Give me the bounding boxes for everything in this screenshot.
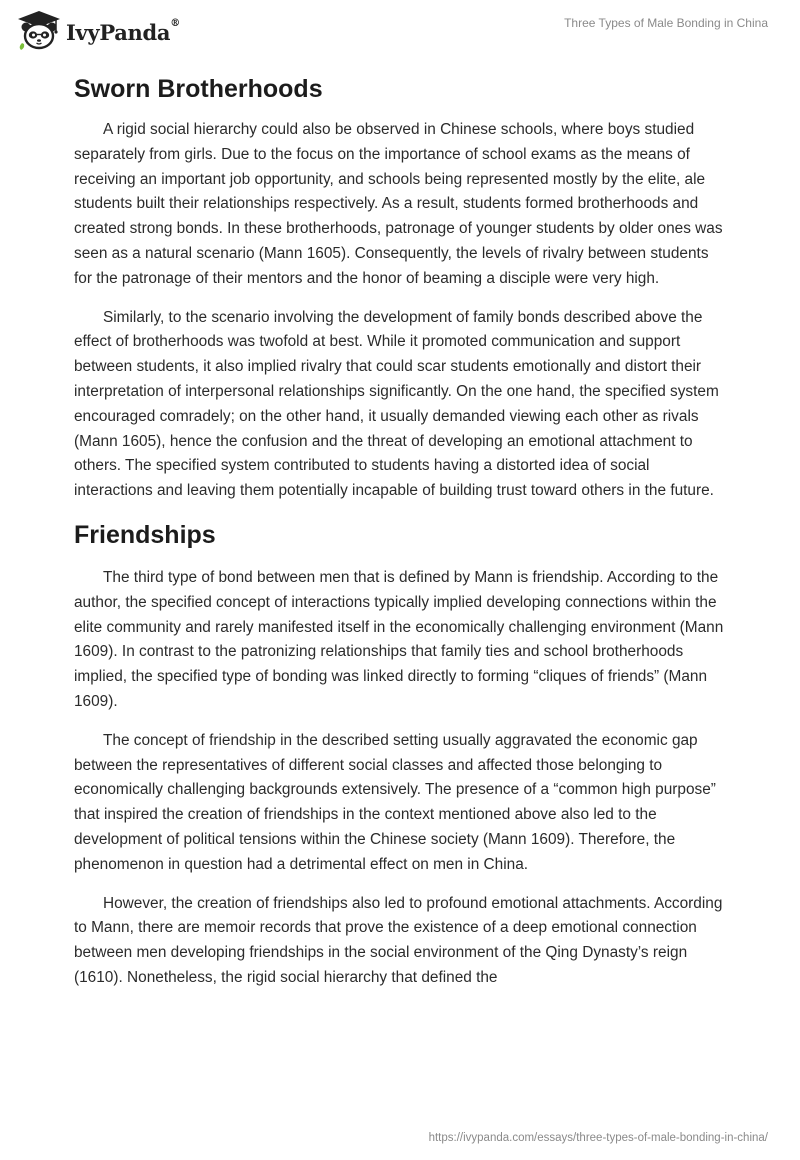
paragraph: A rigid social hierarchy could also be observed in Chinese schools, where boys studied separately from girls. Due to the focus on the importance of school exams as the means of receiving an important job opportunity, and schools being represented mostly by the elite, ale students built their relationships respectively. As a result, students formed brotherhoods and created strong bonds. In these brotherhoods, patronage of younger students by older ones was seen as a natural scenario (Mann 1605). Consequently, the levels of rivalry between students for the patronage of their mentors and the honor of beaming a disciple were very high. xyxy=(74,121,723,287)
source-url[interactable]: https://ivypanda.com/essays/three-types-of-male-bonding-in-china/ xyxy=(428,1132,768,1144)
paragraph: However, the creation of friendships also led to profound emotional attachments. According to Mann, there are memoir records that prove the existence of a deep emotional connection between men developing friendships in the social environment of the Qing Dynasty’s reign (1610). Nonetheless, the rigid social hierarchy that defined the xyxy=(74,894,723,986)
paragraph: The concept of friendship in the described setting usually aggravated the economic gap between the representatives of different social classes and affected those belonging to economically challenging backgrounds extensively. The presence of a “common high purpose” that inspired the creation of friendships in the context mentioned above also led to the development of political tensions within the Chinese society (Mann 1609). Therefore, the phenomenon in question had a detrimental effect on men in China. xyxy=(74,731,716,873)
panda-graduate-icon xyxy=(16,9,62,51)
logo-wordmark: IvyPanda® xyxy=(66,17,180,45)
paragraph: Similarly, to the scenario involving the development of family bonds described above the effect of brotherhoods was twofold at best. While it promoted communication and support between students, it also implied rivalry that could scar students emotionally and distort their interpretation of interpersonal relationships significantly. On the one hand, the specified system encouraged comradely; on the other hand, it usually demanded viewing each other as rivals (Mann 1605), hence the confusion and the threat of developing an emotional attachment to others. The specified system contributed to students having a distorted idea of social interactions and leaving them potentially incapable of building trust toward others in the future. xyxy=(74,308,719,500)
registered-mark: ® xyxy=(170,17,180,29)
section-heading: Sworn Brotherhoods xyxy=(74,75,323,103)
page-header xyxy=(0,0,800,60)
essay-content xyxy=(74,72,724,1005)
document-title: Three Types of Male Bonding in China xyxy=(564,16,768,30)
section-heading: Friendships xyxy=(74,520,216,549)
paragraph: The third type of bond between men that is defined by Mann is friendship. According to the author, the specified concept of interactions typically implied developing connections within the elite community and rarely manifested itself in the economically challenging environment (Mann 1609). In contrast to the patronizing relationships that family ties and school brotherhoods implied, the specified type of bonding was linked directly to forming “cliques of friends” (Mann 1609). xyxy=(74,568,724,710)
ivypanda-logo[interactable] xyxy=(16,9,180,51)
